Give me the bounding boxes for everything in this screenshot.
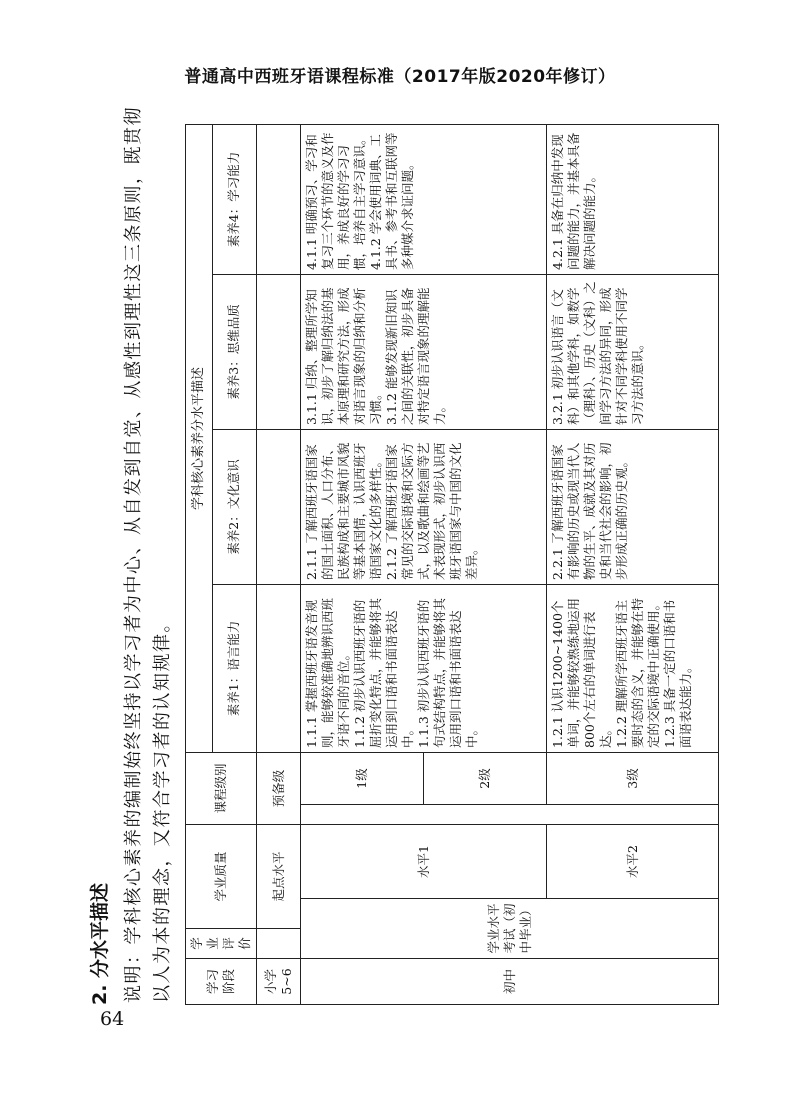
descriptor-4-2: 4.2.1 具备在归纳中发现问题的能力，并基本具备解决问题的能力。 — [547, 124, 719, 274]
stage-primary: 小学5~6 — [257, 959, 301, 1005]
descriptor-4-1: 4.1.1 明确预习、学习和复习三个环节的意义及作用，养成良好的学习习惯，培养自主学习意识。 4.1.2 学会使用词典、工具书、参考书和互联网等多种媒介求证问题。 — [301, 124, 547, 274]
header-group: 学科核心素养分水平描述 — [186, 124, 213, 752]
section-title: 2. 分水平描述 — [89, 882, 111, 1005]
descriptor-2-2: 2.2.1 了解西班牙语国家有影响的历史或现当代人物的生平、成就及其对历史和当代社会的影响，初步形成正确的历史观。 — [547, 429, 719, 584]
description-line-1: 说明：学科核心素养的编制始终坚持以学习者为中心、从自发到自觉、从感性到理性这三条原则，既贯彻 — [123, 106, 144, 1003]
descriptor-1-1: 1.1.1 掌握西班牙语发音规则，能够较准确地辨识西班牙语不同的音位。 1.1.2 初步认识西班牙语的屈折变化特点，并能够将其运用到口语和书面语表达中。 1.1.3 初步认识西班牙语的句式结构特点，并能够将其运用到口语和书面语表达中。 — [301, 584, 547, 752]
header-literacy-4: 素养4：学习能力 — [212, 124, 256, 274]
course-level-3: 3级 — [547, 752, 719, 804]
header-level: 课程级别 — [186, 752, 257, 824]
quality-start: 起点水平 — [257, 824, 301, 928]
header-literacy-2: 素养2：文化意识 — [212, 429, 256, 584]
stage-junior: 初中 — [301, 959, 719, 1005]
literacy-level-table — [185, 124, 719, 1005]
quality-level-2: 水平2 — [547, 824, 719, 898]
page-number: 64 — [100, 1008, 125, 1030]
table-row — [301, 124, 424, 1004]
level-preparatory: 预备级 — [257, 752, 301, 824]
section-description — [119, 106, 177, 1003]
description-line-2: 以人为本的理念，又符合学习者的认知规律。 — [152, 613, 173, 1003]
descriptor-1-2: 1.2.1 认识1200~1400个单词，并能够较熟练地运用800个左右的单词进行表达。 1.2.2 理解所学西班牙语主要时态的含义，并能够在特定的交际语境中正确使用。 1.2.3 具备一定的口语和书面语表达能力。 — [547, 584, 719, 752]
table-row — [257, 124, 301, 1004]
descriptor-3-1: 3.1.1 归纳、整理所学知识，初步了解归纳法的基本原理和研究方法，形成对语言现象的归纳和分析习惯。 3.1.2 能够发现新旧知识之间的关联性，初步具备对特定语言现象的理解能力。 — [301, 274, 547, 429]
header-literacy-1: 素养1：语言能力 — [212, 584, 256, 752]
header-stage: 学习阶段 — [186, 959, 257, 1005]
quality-level-1: 水平1 — [301, 824, 547, 898]
header-evaluation: 学业评价 — [186, 929, 257, 959]
table-row — [547, 124, 719, 1004]
descriptor-3-2: 3.2.1 初步认识语言（文科）和其他学科，如数学（理科）、历史（文科）之间学习方法的异同，形成针对不同学科使用不同学习方法的意识。 — [547, 274, 719, 429]
running-header: 普通高中西班牙语课程标准（2017年版2020年修订） — [184, 67, 616, 87]
header-quality: 学业质量 — [186, 824, 257, 928]
course-level-2: 2级 — [424, 752, 547, 804]
rotated-content — [85, 106, 710, 1005]
course-level-1: 1级 — [301, 752, 424, 804]
descriptor-2-1: 2.1.1 了解西班牙语国家的国土面积、人口分布、民族构成和主要城市风貌等基本国情，认识西班牙语国家文化的多样性。 2.1.2 了解西班牙语国家常见的交际语境和交际方式，以及歌曲和绘画等艺术表现形式，初步认识西班牙语国家与中国的文化差异。 — [301, 429, 547, 584]
evaluation-junior: 学业水平考试（初中毕业） — [301, 899, 719, 959]
header-literacy-3: 素养3：思维品质 — [212, 274, 256, 429]
